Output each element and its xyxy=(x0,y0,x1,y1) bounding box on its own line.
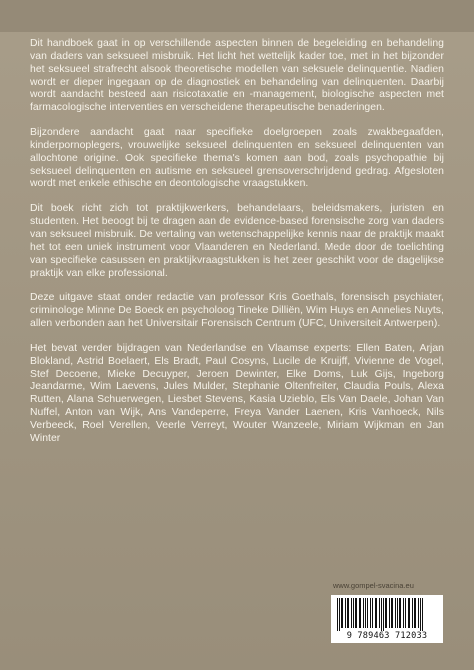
barcode-bar xyxy=(341,598,343,628)
barcode-bars xyxy=(335,598,439,632)
barcode-bar xyxy=(355,598,357,628)
barcode-bar xyxy=(420,598,421,631)
paragraph-contributors: Het bevat verder bijdragen van Nederlandse en Vlaamse experts: Ellen Baten, Arjan Blokland, Astrid Boelaert, Els Bradt, Paul Cosyns, Lucile de Kruijff, Vivienne de Vogel, Stef Decoene, Mieke Decuyper, Jeroen Dewinter, Elke Doms, Luk Gijs, Ingeborg Jeandarme, Wim Laevens, Jules Mulder, Stephanie Oltenfreiter, Claudia Pouls, Alexa Rutten, Alana Schuerwegen, Liesbet Stevens, Kasia Uzieblo, Els Van Daele, Johan Van Nuffel, Anton van Wijk, Ans Vandeperre, Freya Vander Laenen, Kris Vanhoeck, Nils Verbeeck, Roel Verellen, Veerle Verreyt, Wouter Wanzeele, Miriam Wijkman en Jan Winter xyxy=(30,342,444,444)
barcode-bar xyxy=(375,598,377,628)
paragraph-target-groups: Bijzondere aandacht gaat naar specifieke doelgroepen zoals zwakbegaafden, kinderpornoplegers, vrouwelijke seksueel delinquenten en seksueel delinquenten van allochtone origine. Ook specifieke thema's komen aan bod, zoals psychopathie bij seksueel delinquenten en autisme en seksueel grensoverschrijdend gedrag. Afgesloten wordt met enkele ethische en deontologische vraagstukken. xyxy=(30,127,444,190)
barcode-bar xyxy=(395,598,396,628)
barcode-bar xyxy=(418,598,419,628)
barcode-bar xyxy=(351,598,352,628)
barcode-bar xyxy=(399,598,401,628)
barcode-bar xyxy=(389,598,390,628)
paragraph-editors: Deze uitgave staat onder redactie van professor Kris Goethals, forensisch psychiater, criminologe Minne De Boeck en psycholoog Tineke Dilliën, Wim Huys en Annelies Nuyts, allen verbonden aan het Universitair Forensisch Centrum (UFC, Universiteit Antwerpen). xyxy=(30,292,444,330)
barcode-bar xyxy=(414,598,416,628)
barcode-bar xyxy=(408,598,410,628)
barcode-bar xyxy=(347,598,349,628)
barcode-bar xyxy=(391,598,393,628)
barcode-bar xyxy=(365,598,366,628)
barcode-bar xyxy=(405,598,406,628)
barcode-bar xyxy=(353,598,354,628)
barcode-bar xyxy=(383,598,384,631)
barcode-bar xyxy=(345,598,346,628)
isbn-barcode xyxy=(331,595,443,643)
barcode-bar xyxy=(379,598,380,628)
barcode-bar xyxy=(363,598,364,628)
barcode-bar xyxy=(403,598,404,628)
barcode-bar xyxy=(339,598,340,631)
isbn-number: 9 789463 712033 xyxy=(346,631,428,641)
barcode-bar xyxy=(381,598,382,631)
barcode-bar xyxy=(359,598,361,628)
paragraph-audience: Dit boek richt zich tot praktijkwerkers, behandelaars, beleidsmakers, juristen en studenten. Het beoogt bij te dragen aan de evidence-based forensische zorg van daders van seksueel misbruik. De vertaling van wetenschappelijke kennis naar de praktijk maakt het tot een uniek instrument voor Vlaanderen en Nederland. Mede door de toelichting van specifieke casussen en praktijkvraagstukken is het zeer geschikt voor de dagelijkse praktijk van elke professional. xyxy=(30,203,444,279)
barcode-bar xyxy=(367,598,368,628)
barcode-bar xyxy=(370,598,371,628)
barcode-bar xyxy=(337,598,338,631)
barcode-bar xyxy=(385,598,387,628)
barcode-bar xyxy=(412,598,413,628)
barcode-bar xyxy=(397,598,398,628)
top-band xyxy=(0,0,474,32)
paragraph-intro: Dit handboek gaat in op verschillende aspecten binnen de begeleiding en behandeling van daders van seksueel misbruik. Het licht het wettelijk kader toe, met in het bijzonder het seksueel strafrecht alsook theoretische modellen van seksuele delinquentie. Nadien wordt er dieper ingegaan op de diagnostiek en behandeling van delinquenten. Daarbij wordt aandacht besteed aan risicotaxatie en -management, biologische aspecten met farmacologische interventies en verscheidene therapeutische benaderingen. xyxy=(30,38,444,114)
blurb-text xyxy=(30,38,444,446)
barcode-bar xyxy=(422,598,423,631)
publisher-url: www.gompel-svacina.eu xyxy=(333,581,414,590)
barcode-bar xyxy=(372,598,373,628)
